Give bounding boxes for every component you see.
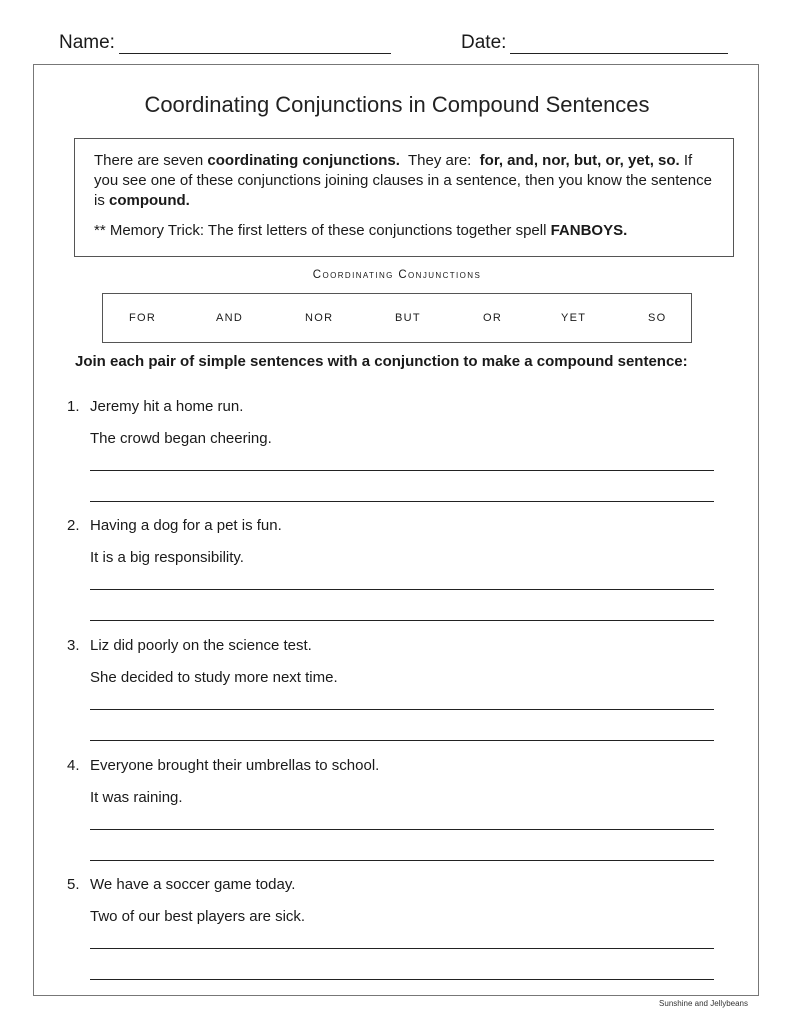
info-term: compound. xyxy=(109,192,190,209)
sentence-one: Having a dog for a pet is fun. xyxy=(90,517,282,534)
sentence-one: Jeremy hit a home run. xyxy=(90,398,244,415)
trick-acronym: FANBOYS. xyxy=(550,222,628,239)
sentence-two: She decided to study more next time. xyxy=(90,669,338,686)
conjunctions-box xyxy=(102,293,692,343)
question-item xyxy=(0,517,794,637)
info-term: coordinating conjunctions. xyxy=(207,152,400,169)
answer-line[interactable] xyxy=(90,501,714,502)
conjunction-word: OR xyxy=(483,312,503,324)
date-field[interactable] xyxy=(461,32,728,54)
page-title: Coordinating Conjunctions in Compound Sentences xyxy=(144,92,650,117)
answer-line[interactable] xyxy=(90,709,714,710)
conjunction-word: BUT xyxy=(395,312,421,324)
conjunction-word: AND xyxy=(216,312,244,324)
conjunction-word: FOR xyxy=(129,312,157,324)
info-text: There are seven xyxy=(94,152,208,169)
answer-line[interactable] xyxy=(90,620,714,621)
question-number: 1. xyxy=(67,398,80,415)
sentence-one: We have a soccer game today. xyxy=(90,876,296,893)
answer-line[interactable] xyxy=(90,979,714,980)
sentence-two: It is a big responsibility. xyxy=(90,549,244,566)
name-label: Name: xyxy=(59,32,115,53)
info-text: If you see one of these conjunctions joining clauses in a sentence, then you know the sentence is xyxy=(94,152,712,209)
info-text: They are: xyxy=(399,152,480,169)
sentence-two: The crowd began cheering. xyxy=(90,430,272,447)
name-blank[interactable] xyxy=(119,35,391,54)
memory-trick xyxy=(94,221,719,241)
conjunction-word: YET xyxy=(561,312,587,324)
question-item xyxy=(0,876,794,996)
conjunction-word: NOR xyxy=(305,312,334,324)
footer-credit: Sunshine and Jellybeans xyxy=(659,999,748,1008)
date-blank[interactable] xyxy=(510,35,728,54)
sentence-two: It was raining. xyxy=(90,789,183,806)
conjunction-word: SO xyxy=(648,312,667,324)
question-number: 5. xyxy=(67,876,80,893)
instructions: Join each pair of simple sentences with a conjunction to make a compound sentence: xyxy=(75,353,688,370)
info-box xyxy=(74,138,734,257)
answer-line[interactable] xyxy=(90,860,714,861)
info-paragraph xyxy=(94,151,719,211)
question-item xyxy=(0,637,794,757)
answer-line[interactable] xyxy=(90,589,714,590)
sentence-two: Two of our best players are sick. xyxy=(90,908,306,925)
sentence-one: Everyone brought their umbrellas to school. xyxy=(90,757,380,774)
info-conjunction-list: for, and, nor, but, or, yet, so. xyxy=(479,152,680,169)
answer-line[interactable] xyxy=(90,740,714,741)
answer-line[interactable] xyxy=(90,829,714,830)
answer-line[interactable] xyxy=(90,470,714,471)
trick-text: ** Memory Trick: The first letters of these conjunctions together spell xyxy=(94,222,551,239)
conjunctions-title: Coordinating Conjunctions xyxy=(312,269,482,281)
question-number: 4. xyxy=(67,757,80,774)
question-number: 2. xyxy=(67,517,80,534)
question-number: 3. xyxy=(67,637,80,654)
sentence-one: Liz did poorly on the science test. xyxy=(90,637,312,654)
name-field[interactable] xyxy=(59,32,391,54)
question-item xyxy=(0,398,794,518)
date-label: Date: xyxy=(461,32,507,53)
answer-line[interactable] xyxy=(90,948,714,949)
question-item xyxy=(0,757,794,877)
